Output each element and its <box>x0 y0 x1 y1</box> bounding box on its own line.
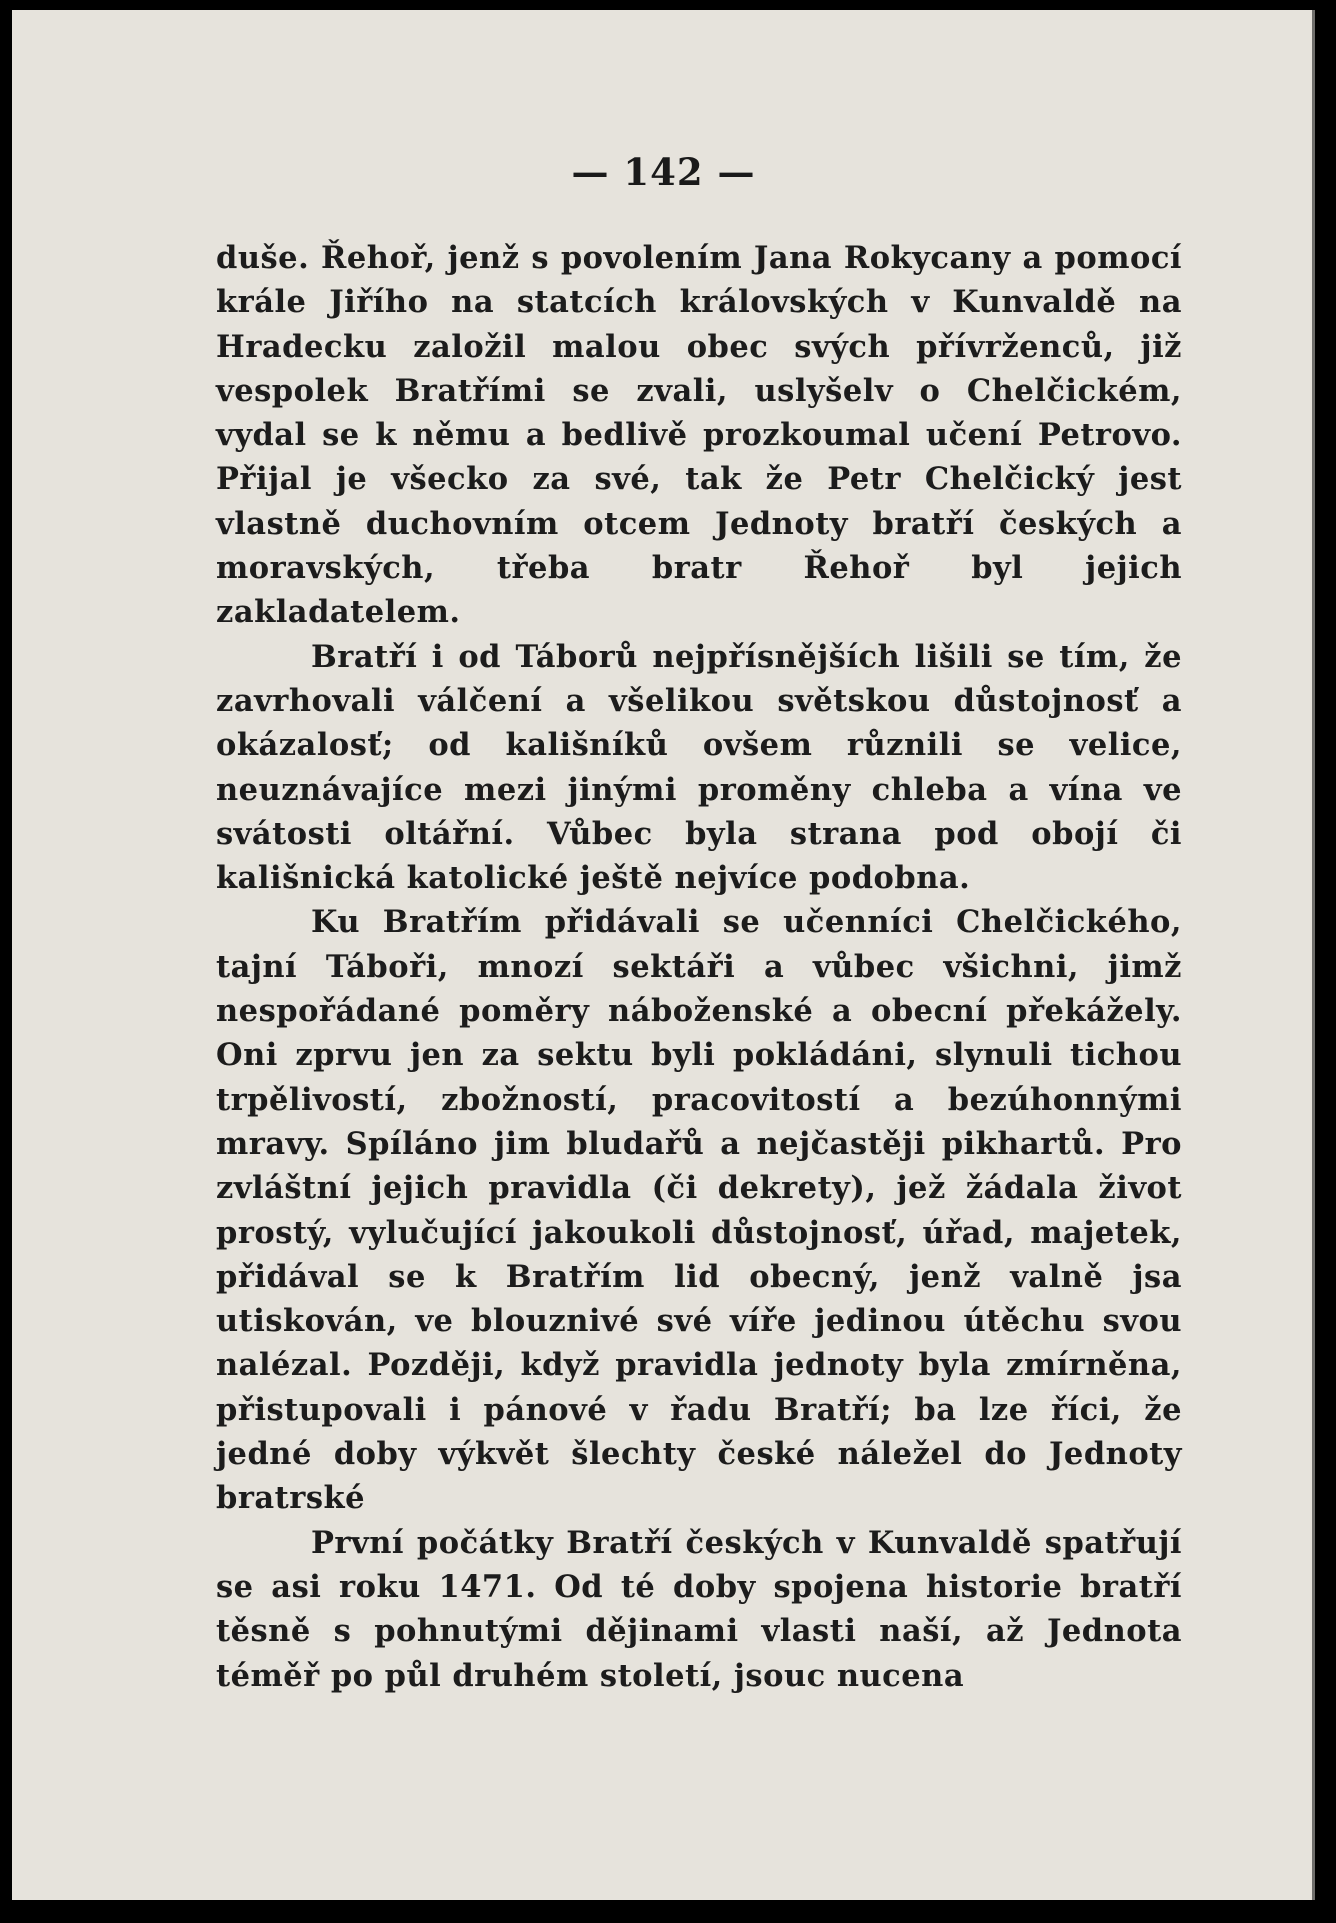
book-page <box>12 10 1315 1900</box>
page-number: — 142 — <box>571 150 756 194</box>
paragraph: První počátky Bratří českých v Kunvaldě spatřují se asi roku 1471. Od té doby spojena historie bratří těsně s pohnutými dějinami vlasti naší, až Jednota téměř po půl druhém století, jsouc nucena <box>216 1524 1182 1694</box>
body-text <box>216 236 1182 1698</box>
page-edge <box>1312 10 1315 1900</box>
paragraph: Ku Bratřím přidávali se učenníci Chelčického, tajní Táboři, mnozí sektáři a vůbec všichni, jimž nespořádané poměry náboženské a obecní překážely. Oni zprvu jen za sektu byli pokládáni, slynuli tichou trpělivostí, zbožností, pracovitostí a bezúhonnými mravy. Spíláno jim bludařů a nejčastěji pikhartů. Pro zvláštní jejich pravidla (či dekrety), jež žádala život prostý, vylučující jakoukoli důstojnosť, úřad, majetek, přidával se k Bratřím lid obecný, jenž valně jsa utiskován, ve blouznivé své víře jedinou útěchu svou nalézal. Později, když pravidla jednoty byla zmírněna, přistupovali i pánové v řadu Bratří; ba lze říci, že jedné doby výkvět šlechty české náležel do Jednoty bratrské <box>216 904 1182 1517</box>
paragraph: duše. Řehoř, jenž s povolením Jana Rokycany a pomocí krále Jiřího na statcích královských v Kunvaldě na Hradecku založil malou obec svých přívrženců, již vespolek Bratřími se zvali, uslyšelv o Chelčickém, vydal se k němu a bedlivě prozkoumal učení Petrovo. Přijal je všecko za své, tak že Petr Chelčický jest vlastně duchovním otcem Jednoty bratří českých a moravských, třeba bratr Řehoř byl jejich zakladatelem. <box>216 240 1182 631</box>
paragraph: Bratří i od Táborů nejpřísnějších lišili se tím, že zavrhovali válčení a všelikou světskou důstojnosť a okázalosť; od kališníků ovšem různili se velice, neuznávajíce mezi jinými proměny chleba a vína ve svátosti oltářní. Vůbec byla strana pod obojí či kališnická katolické ještě nejvíce podobna. <box>216 638 1182 897</box>
